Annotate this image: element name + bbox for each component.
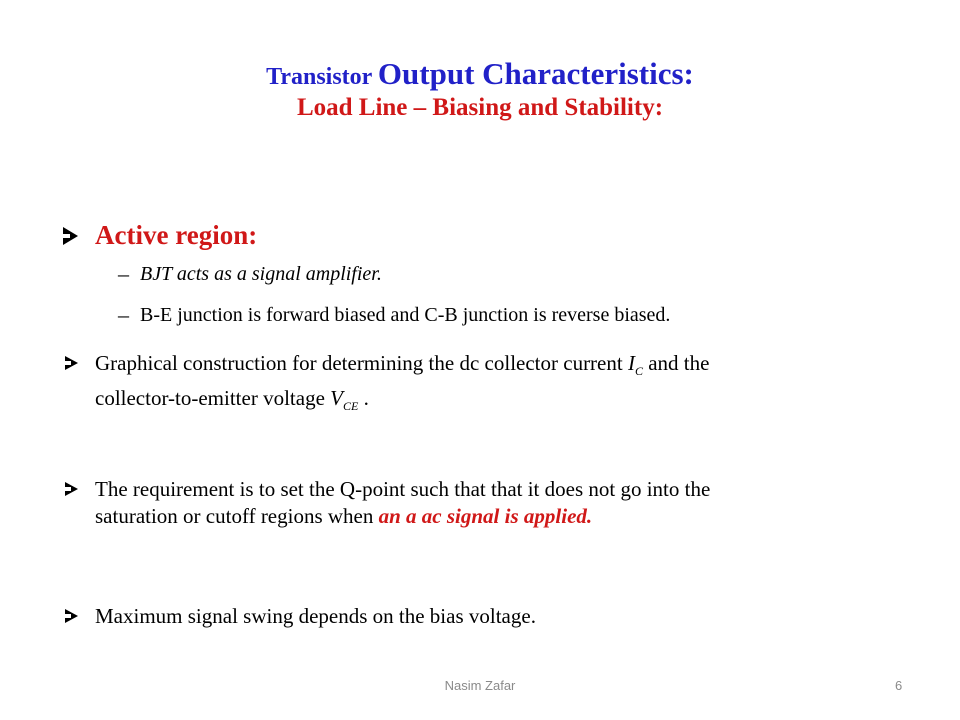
arrow-right-icon [65, 609, 78, 623]
ic-subscript: C [634, 364, 643, 379]
graphical-text-3: collector-to-emitter voltage [95, 386, 331, 411]
subitem-bjt-amplifier [140, 263, 382, 286]
bullet-max-signal-swing: Maximum signal swing depends on the bias voltage. [95, 604, 536, 628]
title-output-characteristics: Output Characteristics: [377, 56, 694, 91]
arrow-right-icon [63, 227, 78, 245]
title-line-2: Load Line – Biasing and Stability: [296, 93, 664, 121]
subitem-junction-bias: B-E junction is forward biased and C-B junction is reverse biased. [140, 304, 671, 326]
slide-title [0, 56, 960, 122]
title-line-1 [266, 56, 694, 91]
title-word-transistor: Transistor [266, 64, 378, 90]
requirement-line-1: The requirement is to set the Q-point such that that it does not go into the [95, 477, 711, 501]
requirement-line-2: saturation or cutoff regions when [95, 504, 379, 528]
subitem-text: BJT acts as a signal amplifier. [140, 263, 382, 285]
dash-icon: – [118, 261, 129, 286]
arrow-right-icon [65, 482, 78, 496]
requirement-emphasis: an a ac signal is applied. [378, 504, 593, 528]
footer-author: Nasim Zafar [444, 678, 516, 693]
arrow-right-icon [65, 356, 78, 370]
ic-letter: I [627, 351, 635, 375]
dash-icon: – [118, 302, 129, 327]
slide-number: 6 [895, 678, 903, 693]
bullet-graphical-construction [95, 350, 895, 420]
graphical-text-2: and the [642, 351, 710, 375]
graphical-text-4: . [358, 386, 369, 411]
vce-subscript: CE [342, 399, 359, 414]
ic-symbol [627, 351, 643, 379]
bullet-active-region-heading: Active region: [95, 220, 258, 250]
vce-symbol [330, 386, 359, 414]
bullet-q-point-requirement [95, 476, 895, 530]
vce-letter: V [330, 386, 343, 411]
graphical-text-1: Graphical construction for determining the dc collector current [95, 351, 628, 375]
